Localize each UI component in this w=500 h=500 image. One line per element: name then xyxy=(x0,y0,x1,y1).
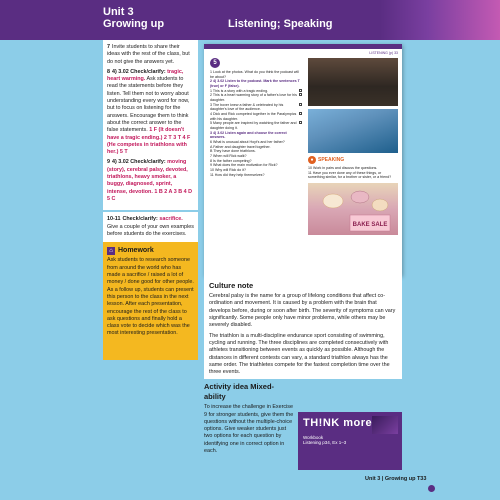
terms: sacrifice. xyxy=(159,216,183,223)
note-box-7-9 xyxy=(103,40,198,210)
culture-note-paragraph: Cerebral palsy is the name for a group of lifelong conditions that affect co-ordination and movement. It is caused by a problem with the brain that develops before, during or soon after birth. The severity of symptoms can vary significantly. Some people only have minor problems, while others may be severely disabled. xyxy=(209,293,396,329)
answer-checkbox xyxy=(299,112,302,115)
activity-subtitle: Mixed-ability xyxy=(204,382,275,402)
section-title: Listening; Speaking xyxy=(228,18,333,30)
ex-number: 7 xyxy=(107,44,110,50)
ex-number: 9 xyxy=(107,159,110,166)
note-ex8 xyxy=(107,69,194,157)
header-stripe xyxy=(380,0,500,40)
activity-idea xyxy=(204,382,294,482)
statement-row xyxy=(210,103,302,112)
book-line: 9 What does the main motivation for Rick? xyxy=(210,163,278,168)
book-line: 8 Is the father competing? xyxy=(210,158,252,163)
culture-note-paragraph: The triathlon is a multi-discipline endurance sport consisting of swimming, cycling and running. The three disciplines are completed consecutively with athletes transitioning between events as quickly as possible. Although the distances in different contests can vary, a standard triathlon always has the same order. The triathletes compete for the fastest completion time over the three events. xyxy=(209,332,390,376)
note-text: Give a couple of your own examples before students do the exercises. xyxy=(107,223,194,237)
speech-bubble-icon: ● xyxy=(308,156,316,164)
book-page-number: LISTENING (p) 33 xyxy=(369,51,398,55)
cake-illustration xyxy=(308,183,398,235)
workbook-reference: Listening p34, Ex 1–3 xyxy=(303,440,347,445)
answer-checkbox xyxy=(299,89,302,92)
statement-text: 1 This is a story with a tragic ending. xyxy=(210,88,269,93)
terms: tragic, heart warming. xyxy=(107,68,184,83)
book-line: 10 Why will Rick do it? xyxy=(210,168,246,173)
statement-text: 4 Dick and Rick competed together in the Paralympics with his daughter. xyxy=(210,112,297,121)
book-column-right xyxy=(308,58,398,235)
statement-row xyxy=(210,93,302,102)
unit-label: Unit 3 xyxy=(103,6,134,18)
ex-number: 10-11 xyxy=(107,216,121,223)
header-bar xyxy=(0,0,500,40)
culture-note-box xyxy=(204,276,402,379)
terms: moving (story), cerebral palsy, devoted, triathlons, heavy smoker, a buggy, diagnosed, sprint, intense, devotion. xyxy=(107,159,188,195)
ex-number: 8 xyxy=(107,68,110,75)
think-more-box xyxy=(298,412,402,470)
answers: 1 F (It doesn't have a tragic ending.) 2 T 3 T 4 F (He competes in triathlons with her.) 5 T xyxy=(107,127,191,156)
cyclist-photo xyxy=(308,109,398,153)
think-more-title: TH!NK more xyxy=(303,417,373,429)
book-question: 2 4) 3.02 Listen to the podcast. Mark the sentences T (true) or F (false). xyxy=(210,79,300,89)
book-line: 11 How did they help themselves? xyxy=(210,172,265,177)
homework-heading xyxy=(107,246,194,255)
check-label: 4) 3.02 Check/clarify: xyxy=(112,159,166,166)
statement-list xyxy=(210,89,302,131)
book-line: B They have done triathlons. xyxy=(210,149,256,154)
statement-text: 2 This is a heart warming story of a father's love for his daughter. xyxy=(210,93,297,103)
answer-checkbox xyxy=(299,103,302,106)
answers: 1 B 2 A 3 B 4 D 5 C xyxy=(107,188,192,202)
book-line: 7 When will Rick walk? xyxy=(210,154,247,159)
student-book-page xyxy=(204,44,402,276)
activity-title: Activity idea xyxy=(204,382,249,391)
note-text: Invite students to share their ideas with the rest of the class, but do not give the answers yet. xyxy=(107,44,190,65)
statement-text: 3 The boxer knew a father & celebrated by his daughter's love of the audience. xyxy=(210,102,284,112)
check-label: 4) 3.02 Check/clarify: xyxy=(112,68,166,75)
answer-checkbox xyxy=(299,121,302,124)
culture-note-title: Culture note xyxy=(209,281,254,290)
note-ex7 xyxy=(107,44,194,66)
book-question: 1 Look at the photos. What do you think the podcast will be about? xyxy=(210,70,299,79)
section-number-badge: 5 xyxy=(210,58,220,68)
book-question: 3 4) 3.02 Listen again and choose the correct answers. xyxy=(210,130,287,140)
statement-row xyxy=(210,112,302,121)
statement-row xyxy=(210,121,302,130)
bake-sale-photo xyxy=(308,183,398,235)
note-text: Ask students to read the statements before they listen. Tell them not to worry about understanding every word for now, but to focus on listening for the answers. Encourage them to think about the correct answer to the false statements. xyxy=(107,76,190,134)
page-footer: Unit 3 | Growing up T33 xyxy=(365,476,427,482)
homework-box xyxy=(103,242,198,360)
check-label: Check/clarify: xyxy=(122,216,158,223)
statement-text: 5 Many people are inspired by watching the father and daughter doing it. xyxy=(210,121,297,131)
note-ex9 xyxy=(107,159,194,203)
speaking-heading xyxy=(308,156,398,164)
homework-text: Ask students to research someone from around the world who has made a sacrifice / raised a lot of money / done good for other people. As a follow up, students can present this person to the class in the next lesson. After each presentation, encourage the rest of the class to ask questions and finally hold a class vote to decide which was the most interesting presentation. xyxy=(107,257,194,337)
footer-dot xyxy=(428,485,435,492)
activity-text: To increase the challenge in Exercise 9 for stronger students, give them the questions without the multiple-choice options. Give weaker students just two options for each question by identifying one in correct option in each. xyxy=(204,404,294,455)
homework-title: Homework xyxy=(118,247,154,254)
book-line: A Father and daughter travel together. xyxy=(210,144,271,149)
teacher-notes xyxy=(103,40,198,247)
note-box-10 xyxy=(103,212,198,245)
note-ex10 xyxy=(107,216,194,238)
answer-checkbox xyxy=(299,93,302,96)
speaking-label: SPEAKING xyxy=(318,156,345,163)
speaking-question: 11 Have you ever done any of these things, or something similar, for a brother or sister, or a friend? xyxy=(308,170,392,180)
book-line: 6 What is unusual about Hoyt's and her father? xyxy=(210,140,285,145)
book-header-bar xyxy=(204,44,402,49)
bake-sale-text: BAKE SALE xyxy=(352,222,388,229)
house-icon: ⌂ xyxy=(107,247,115,255)
activity-heading xyxy=(204,382,294,402)
unit-title: Growing up xyxy=(103,18,165,30)
speaking-question: 10 Work in pairs and discuss the questions. xyxy=(308,166,378,170)
wheelchair-photo xyxy=(308,58,398,106)
workbook-thumbnail xyxy=(372,416,398,434)
workbook-label: Workbook xyxy=(303,435,324,440)
book-column-left xyxy=(210,58,302,177)
